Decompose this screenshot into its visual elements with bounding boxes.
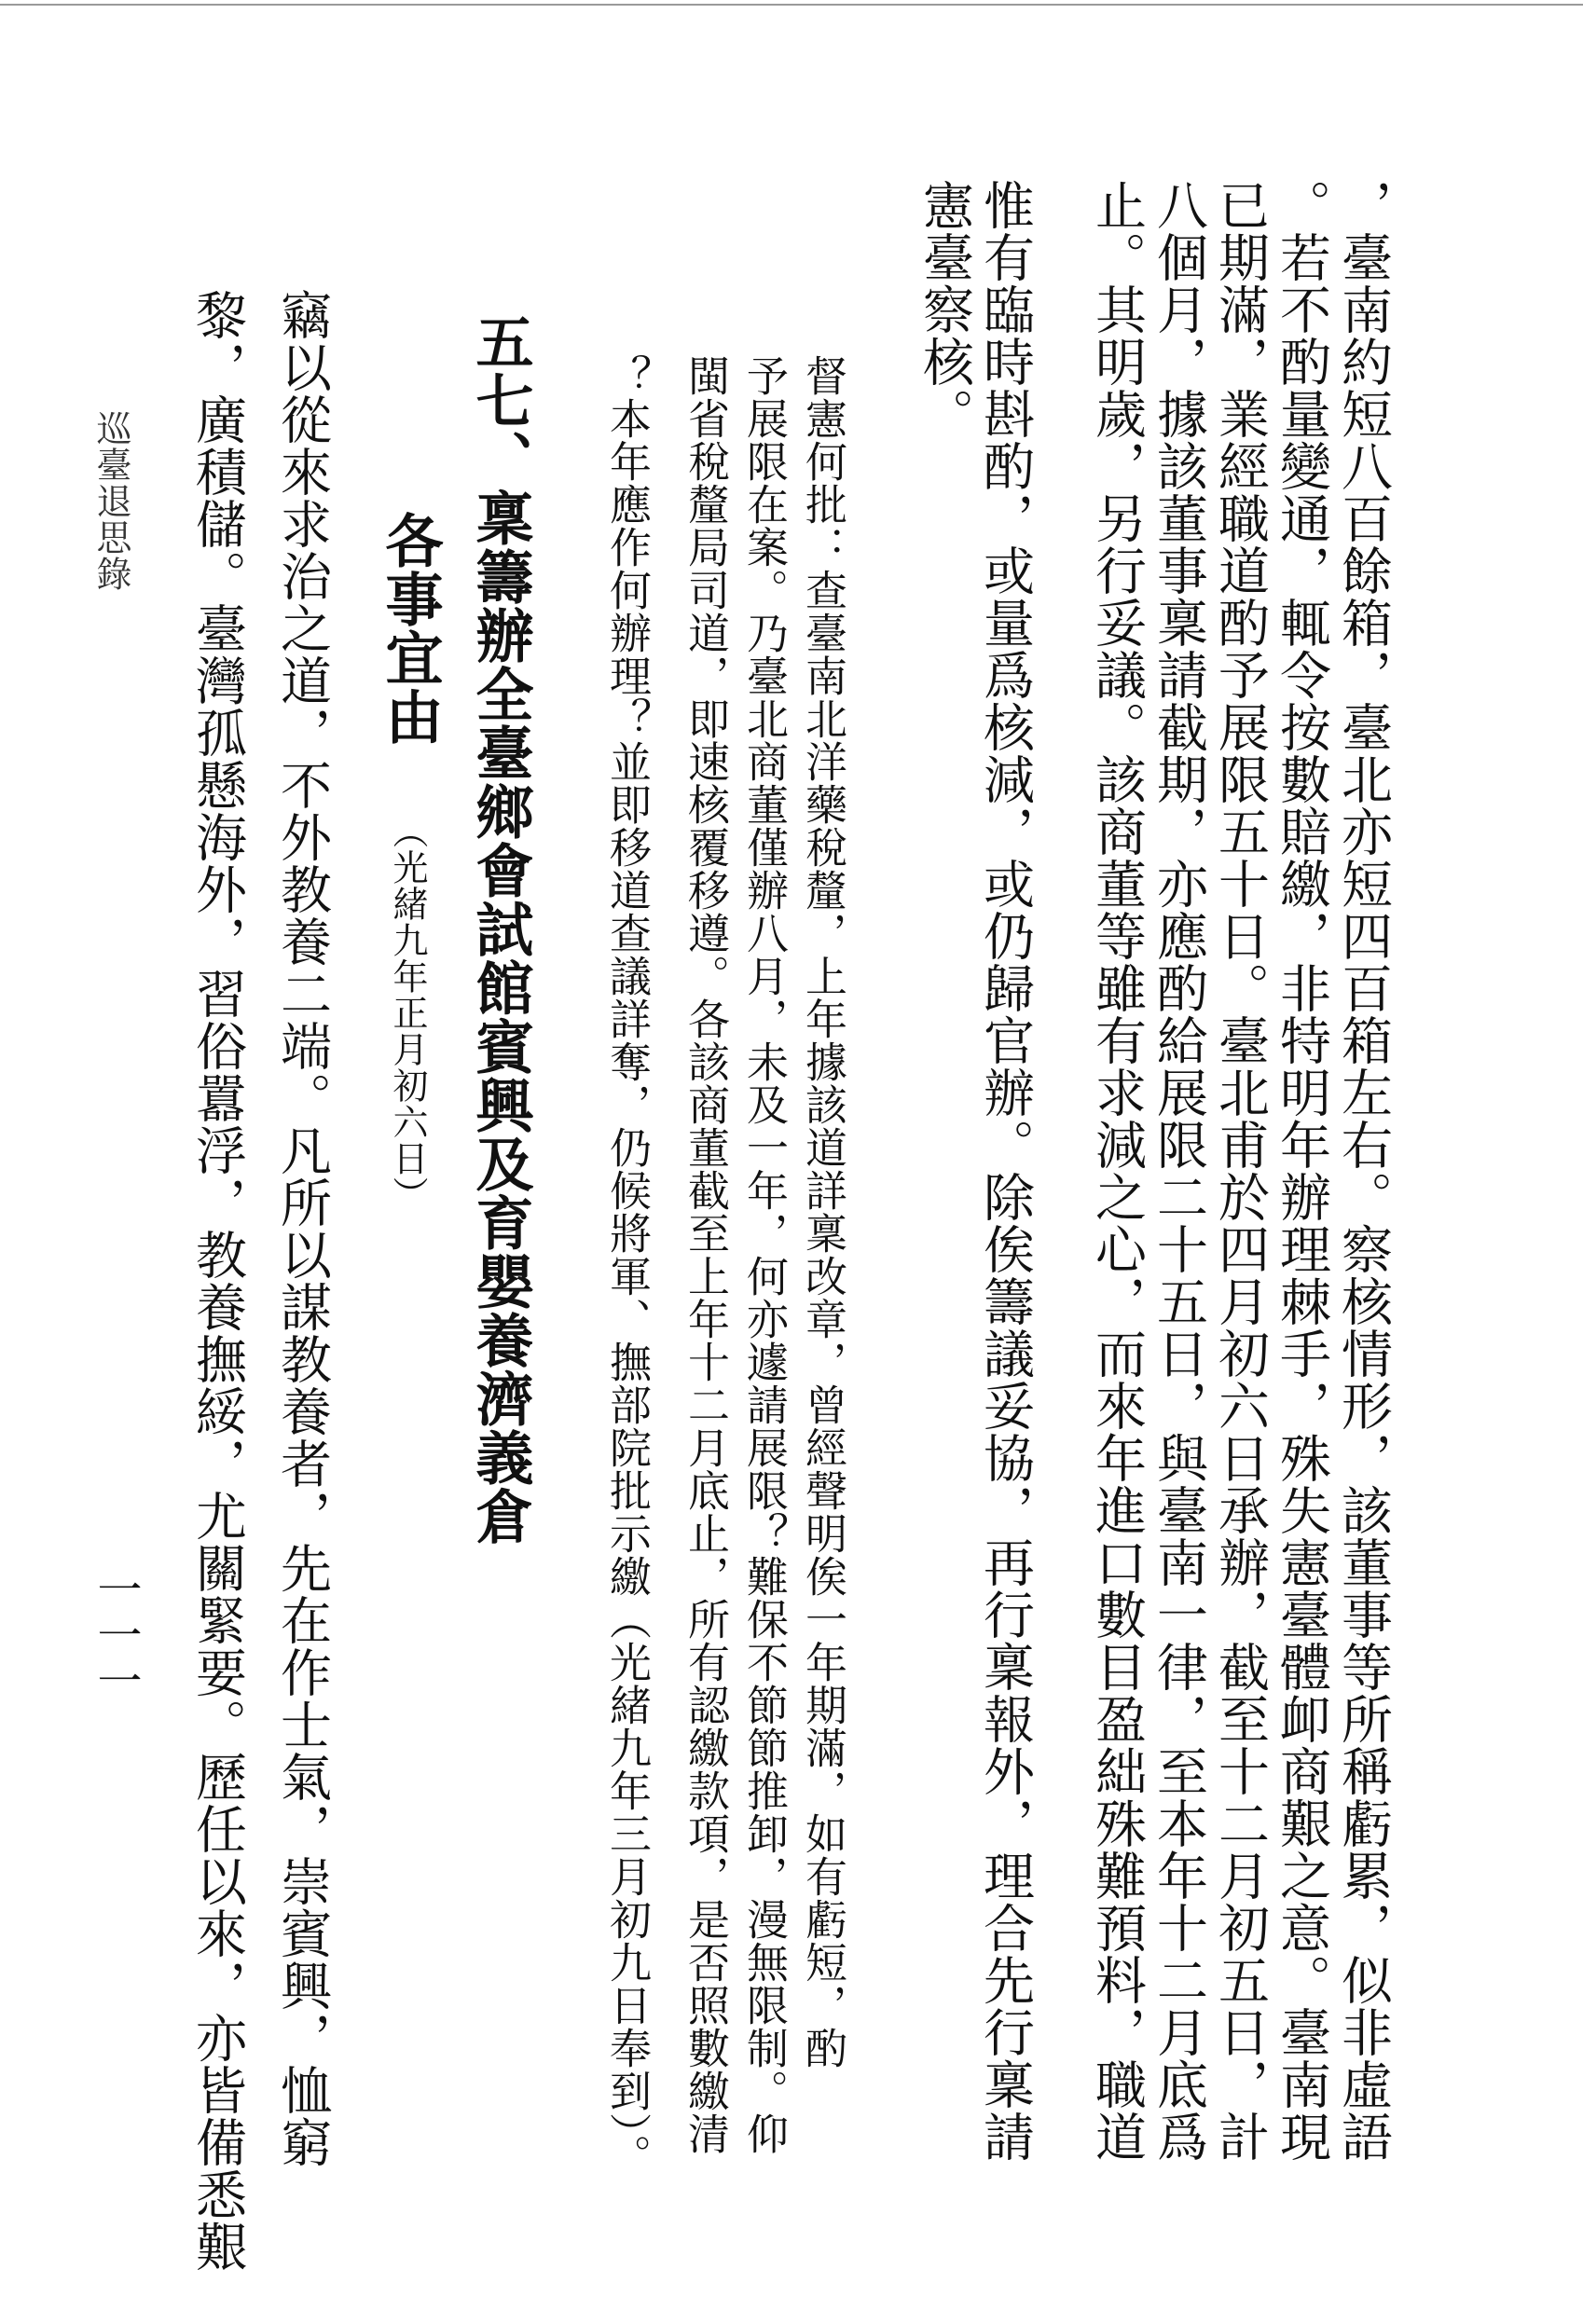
running-title: 巡臺退思錄 <box>90 410 131 592</box>
body-column-4: 八個月，據該董事稟請截期，亦應酌給展限二十五日，與臺南一律，至本年十二月底爲 <box>1149 179 1208 2163</box>
memo-column-3: 閩省稅釐局司道，即速核覆移遵。各該商董截至上年十二月底止，所有認繳款項，是否照數繳清 <box>681 354 730 2155</box>
page-number: 一一一 <box>89 1566 142 1703</box>
body-column-6: 惟有臨時斟酌，或量爲核減，或仍歸官辦。除俟籌議妥協，再行稟報外，理合先行稟請 <box>975 179 1035 2163</box>
memo-column-2: 予展限在案。乃臺北商董僅辦八月，未及一年，何亦遽請展限？難保不節節推卸，漫無限制。仰 <box>739 354 789 2155</box>
section-date-note: （光緒九年正月初六日） <box>387 813 428 1213</box>
paragraph-column-1: 竊以從來求治之道，不外教養二端。凡所以謀教養者，先在作士氣，崇賓興，恤窮 <box>272 289 332 2168</box>
body-column-2: 。若不酌量變通，輒令按數賠繳，非特明年辦理棘手，殊失憲臺體卹商艱之意。臺南現 <box>1272 179 1331 2163</box>
memo-column-4: ？本年應作何辦理？並即移道查議詳奪，仍候將軍、撫部院批示繳（光緒九年三月初九日奉到）。 <box>602 354 652 2178</box>
body-column-5: 止。其明歲，另行妥議。該商董等雖有求減之心，而來年進口數目盈絀殊難預料，職道 <box>1087 179 1147 2163</box>
body-column-3: 已期滿，業經職道酌予展限五十日。臺北甫於四月初六日承辦，截至十二月初五日，計 <box>1210 179 1270 2163</box>
section-heading: 五七、稟籌辦全臺鄉會試館賓興及育嬰養濟義倉 <box>466 312 534 1546</box>
section-subheading: 各事宜由 <box>376 511 444 746</box>
body-column-7: 憲臺察核。 <box>915 179 974 440</box>
top-border-line <box>0 4 1583 6</box>
memo-column-1: 督憲何批：查臺南北洋藥稅釐，上年據該道詳稟改章，曾經聲明俟一年期滿，如有虧短，酌 <box>798 354 847 2070</box>
paragraph-column-2: 黎，廣積儲。臺灣孤懸海外，習俗囂浮，教養撫綏，尤關緊要。歷任以來，亦皆備悉艱 <box>187 289 247 2273</box>
body-column-1: ，臺南約短八百餘箱，臺北亦短四百箱左右。察核情形，該董事等所稱虧累，似非虛語 <box>1333 179 1393 2163</box>
